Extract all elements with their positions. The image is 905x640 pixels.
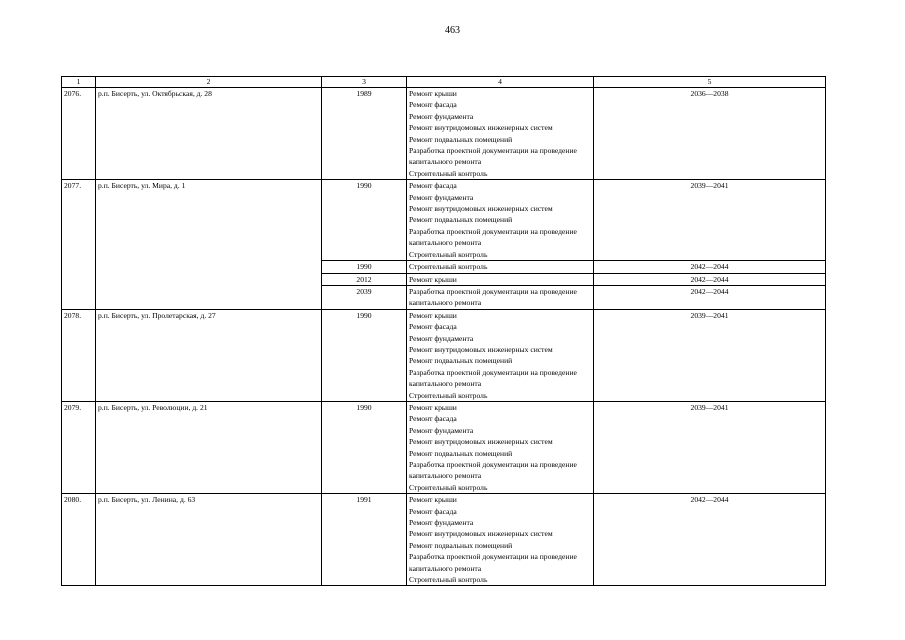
works-cell xyxy=(407,285,594,309)
work-item: Ремонт подвальных помещений xyxy=(409,448,513,458)
page-number: 463 xyxy=(445,25,460,36)
period-cell: 2039—2041 xyxy=(594,180,826,261)
year-cell: 1990 xyxy=(322,401,407,493)
work-item: Ремонт фундамента xyxy=(409,333,474,343)
work-item: Ремонт фундамента xyxy=(409,518,474,528)
work-item: Ремонт внутридомовых инженерных систем xyxy=(409,204,553,214)
work-item: Ремонт внутридомовых инженерных систем xyxy=(409,123,553,133)
works-cell xyxy=(407,261,594,273)
work-item: Ремонт фундамента xyxy=(409,425,474,435)
work-item: Строительный контроль xyxy=(409,262,488,272)
building-address: р.п. Бисерть, ул. Ленина, д. 63 xyxy=(96,494,322,586)
work-item: Ремонт фундамента xyxy=(409,192,474,202)
period-cell: 2039—2041 xyxy=(594,401,826,493)
work-item: Разработка проектной документации на проведение капитального ремонта xyxy=(409,226,577,248)
work-item: Строительный контроль xyxy=(409,168,488,178)
work-item: Ремонт фундамента xyxy=(409,111,474,121)
work-item: Строительный контроль xyxy=(409,390,488,400)
work-item: Ремонт внутридомовых инженерных систем xyxy=(409,437,553,447)
year-cell: 1991 xyxy=(322,494,407,586)
period-cell: 2042—2044 xyxy=(594,285,826,309)
year-cell: 2012 xyxy=(322,273,407,285)
works-cell xyxy=(407,309,594,401)
table-row xyxy=(62,401,826,493)
work-item: Строительный контроль xyxy=(409,249,488,259)
work-item: Разработка проектной документации на проведение капитального ремонта xyxy=(409,460,577,481)
work-item: Ремонт фасада xyxy=(409,506,457,516)
entry-number: 2080. xyxy=(62,494,96,586)
work-item: Ремонт внутридомовых инженерных систем xyxy=(409,344,553,354)
work-item: Разработка проектной документации на проведение капитального ремонта xyxy=(409,367,577,389)
works-cell xyxy=(407,401,594,493)
year-cell: 1990 xyxy=(322,261,407,273)
work-item: Ремонт подвальных помещений xyxy=(409,540,513,550)
period-cell: 2036—2038 xyxy=(594,88,826,180)
year-cell: 1989 xyxy=(322,88,407,180)
table-row xyxy=(62,180,826,261)
period-cell: 2042—2044 xyxy=(594,494,826,586)
column-header: 2 xyxy=(96,77,322,88)
work-item: Ремонт крыши xyxy=(409,495,457,505)
work-item: Ремонт фасада xyxy=(409,414,457,424)
work-item: Разработка проектной документации на проведение капитального ремонта xyxy=(409,552,577,573)
building-address: р.п. Бисерть, ул. Пролетарская, д. 27 xyxy=(96,309,322,401)
column-header: 4 xyxy=(407,77,594,88)
period-cell: 2042—2044 xyxy=(594,273,826,285)
building-address: р.п. Бисерть, ул. Мира, д. 1 xyxy=(96,180,322,309)
period-cell: 2039—2041 xyxy=(594,309,826,401)
work-item: Ремонт подвальных помещений xyxy=(409,134,513,144)
works-cell xyxy=(407,88,594,180)
work-item: Ремонт крыши xyxy=(409,274,457,284)
work-item: Разработка проектной документации на проведение капитального ремонта xyxy=(409,146,577,167)
work-item: Ремонт подвальных помещений xyxy=(409,215,513,225)
column-header: 1 xyxy=(62,77,96,88)
column-header: 5 xyxy=(594,77,826,88)
work-item: Ремонт внутридомовых инженерных систем xyxy=(409,529,553,539)
work-item: Строительный контроль xyxy=(409,482,488,492)
entry-number: 2076. xyxy=(62,88,96,180)
period-cell: 2042—2044 xyxy=(594,261,826,273)
entry-number: 2078. xyxy=(62,309,96,401)
table-row xyxy=(62,309,826,401)
works-cell xyxy=(407,180,594,261)
work-item: Ремонт крыши xyxy=(409,310,457,320)
work-item: Строительный контроль xyxy=(409,575,488,585)
table-body xyxy=(62,88,826,586)
work-item: Ремонт крыши xyxy=(409,89,457,98)
header-row xyxy=(62,77,826,88)
work-item: Разработка проектной документации на проведение капитального ремонта xyxy=(409,286,577,308)
table-row xyxy=(62,88,826,180)
work-item: Ремонт фасада xyxy=(409,181,457,191)
works-cell xyxy=(407,494,594,586)
entry-number: 2077. xyxy=(62,180,96,309)
work-item: Ремонт фасада xyxy=(409,322,457,332)
year-cell: 2039 xyxy=(322,285,407,309)
table-row xyxy=(62,494,826,586)
works-cell xyxy=(407,273,594,285)
year-cell: 1990 xyxy=(322,180,407,261)
work-item: Ремонт подвальных помещений xyxy=(409,356,513,366)
entry-number: 2079. xyxy=(62,401,96,493)
capital-repair-table xyxy=(61,76,826,586)
year-cell: 1990 xyxy=(322,309,407,401)
building-address: р.п. Бисерть, ул. Октябрьская, д. 28 xyxy=(96,88,322,180)
work-item: Ремонт фасада xyxy=(409,100,457,110)
work-item: Ремонт крыши xyxy=(409,402,457,412)
column-header: 3 xyxy=(322,77,407,88)
building-address: р.п. Бисерть, ул. Революции, д. 21 xyxy=(96,401,322,493)
